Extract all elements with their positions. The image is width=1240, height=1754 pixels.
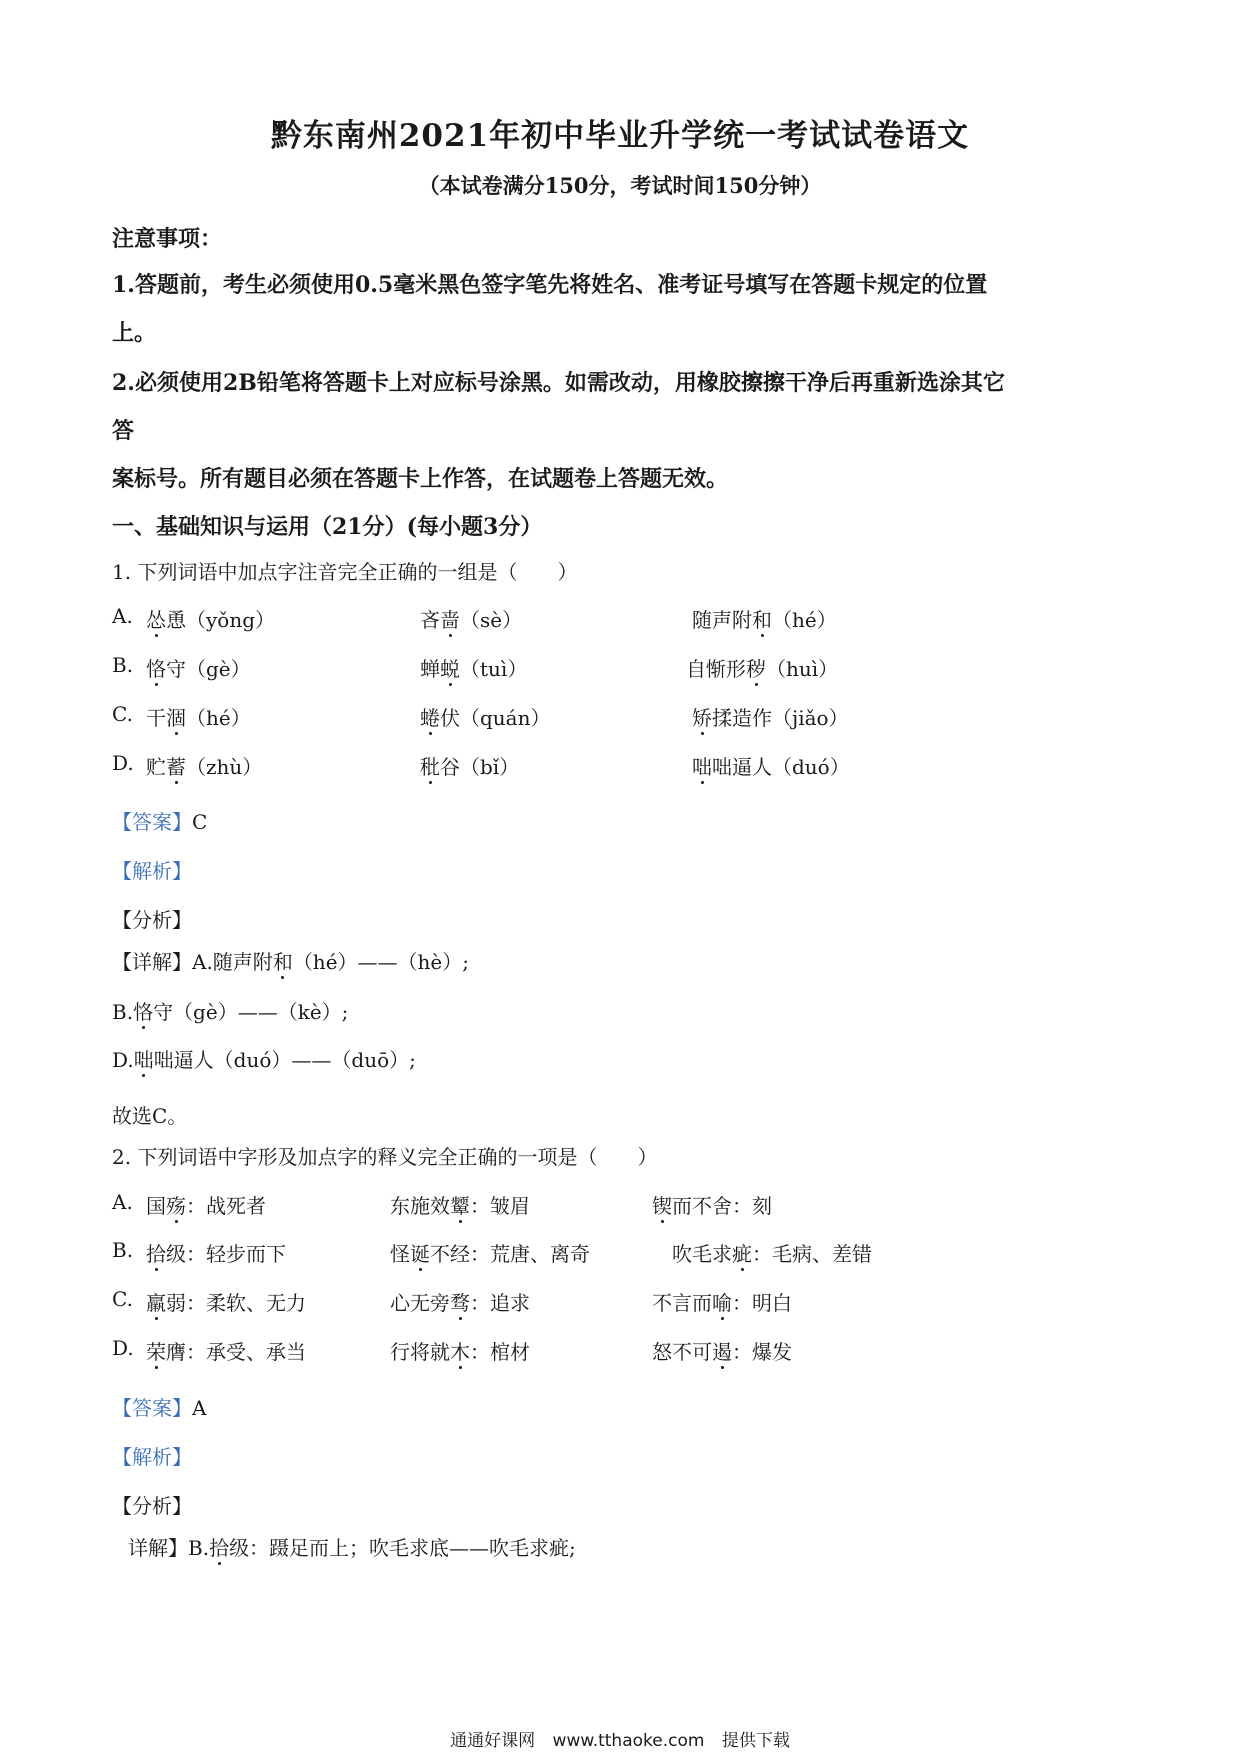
q1-option-d-label: D. [112,751,134,775]
q2-option-b-word3: 吹毛求疵：毛病、差错 [672,1242,872,1266]
notice-item2-line1: 2.必须使用2B铅笔将答题卡上对应标号涂黑。如需改动，用橡胶擦擦干净后再重新选涂其它 [112,370,1005,396]
q2-option-c-label: C. [112,1287,133,1311]
q1-option-b-word3: 自惭形秽（huì） [686,657,839,681]
page-subtitle: （本试卷满分150分，考试时间150分钟） [418,173,822,198]
q1-option-c-word1: 干涸（hé） [146,706,251,730]
q2-option-c-word1: 羸弱：柔软、无力 [146,1291,306,1315]
q1-option-a-label: A. [112,604,133,628]
q2-analysis-tag: 【解析】 [112,1445,192,1469]
q1-option-b-label: B. [112,653,134,677]
notice-item1-line1: 1.答题前，考生必须使用0.5毫米黑色签字笔先将姓名、准考证号填写在答题卡规定的位置 [112,272,988,298]
notice-heading: 注意事项： [112,226,223,252]
q1-option-d-word3: 咄咄逼人（duó） [692,755,850,779]
notice-item2-line2: 答 [112,418,135,444]
q1-option-b-word2: 蝉蜕（tuì） [420,657,528,681]
q1-option-c-word2: 蜷伏（quán） [420,706,551,730]
q1-detail-line1: 【详解】A.随声附和（hé）——（hè）; [112,950,469,974]
q2-option-b-label: B. [112,1238,134,1262]
section-heading: 一、基础知识与运用（21分）(每小题3分） [112,514,543,540]
q2-option-a-word1: 国殇：战死者 [146,1194,266,1218]
q1-option-c-label: C. [112,702,133,726]
question-2-stem: 2. 下列词语中字形及加点字的释义完全正确的一项是（ ） [112,1145,658,1169]
q1-fenxi-tag: 【分析】 [112,908,192,932]
q1-option-a-word2: 吝啬（sè） [420,608,523,632]
q1-analysis-tag: 【解析】 [112,859,192,883]
q2-option-b-word2: 怪诞不经：荒唐、离奇 [390,1242,590,1266]
q2-option-b-word1: 拾级：轻步而下 [146,1242,286,1266]
q2-option-a-word3: 锲而不舍：刻 [652,1194,772,1218]
q2-detail-line: 详解】B.拾级：蹑足而上；吹毛求底——吹毛求疵; [128,1536,576,1560]
q2-fenxi-tag: 【分析】 [112,1494,192,1518]
q1-option-b-word1: 恪守（gè） [146,657,251,681]
q2-answer: 【答案】A [112,1396,207,1420]
q2-option-d-label: D. [112,1336,134,1360]
q1-conclusion: 故选C。 [112,1104,188,1128]
page-title: 黔东南州2021年初中毕业升学统一考试试卷语文 [270,118,970,154]
q1-option-a-word3: 随声附和（hé） [692,608,837,632]
notice-item2-line3: 案标号。所有题目必须在答题卡上作答，在试题卷上答题无效。 [112,466,729,492]
q1-detail-line3: D.咄咄逼人（duó）——（duō）; [112,1048,416,1072]
q2-option-d-word2: 行将就木：棺材 [390,1340,530,1364]
q2-option-a-word2: 东施效颦：皱眉 [390,1194,530,1218]
q2-option-c-word2: 心无旁骛：追求 [390,1291,530,1315]
q1-answer: 【答案】C [112,810,208,834]
footer-url[interactable]: www.tthaoke.com [552,1731,705,1751]
q1-option-d-word2: 秕谷（bǐ） [420,755,520,779]
notice-item1-line2: 上。 [112,320,157,346]
q2-option-c-word3: 不言而喻：明白 [652,1291,792,1315]
page-footer [0,1726,1240,1751]
footer-site-name: 通通好课网 [450,1731,536,1751]
q1-option-a-word1: 怂恿（yǒng） [146,608,276,632]
footer-provide: 提供下载 [721,1731,790,1751]
q1-option-c-word3: 矫揉造作（jiǎo） [692,706,849,730]
q2-option-d-word1: 荣膺：承受、承当 [146,1340,306,1364]
q1-detail-line2: B.恪守（gè）——（kè）; [112,1000,349,1024]
q2-option-d-word3: 怒不可遏：爆发 [652,1340,792,1364]
question-1-stem: 1. 下列词语中加点字注音完全正确的一组是（ ） [112,560,578,584]
q2-option-a-label: A. [112,1190,133,1214]
q1-option-d-word1: 贮蓄（zhù） [146,755,263,779]
